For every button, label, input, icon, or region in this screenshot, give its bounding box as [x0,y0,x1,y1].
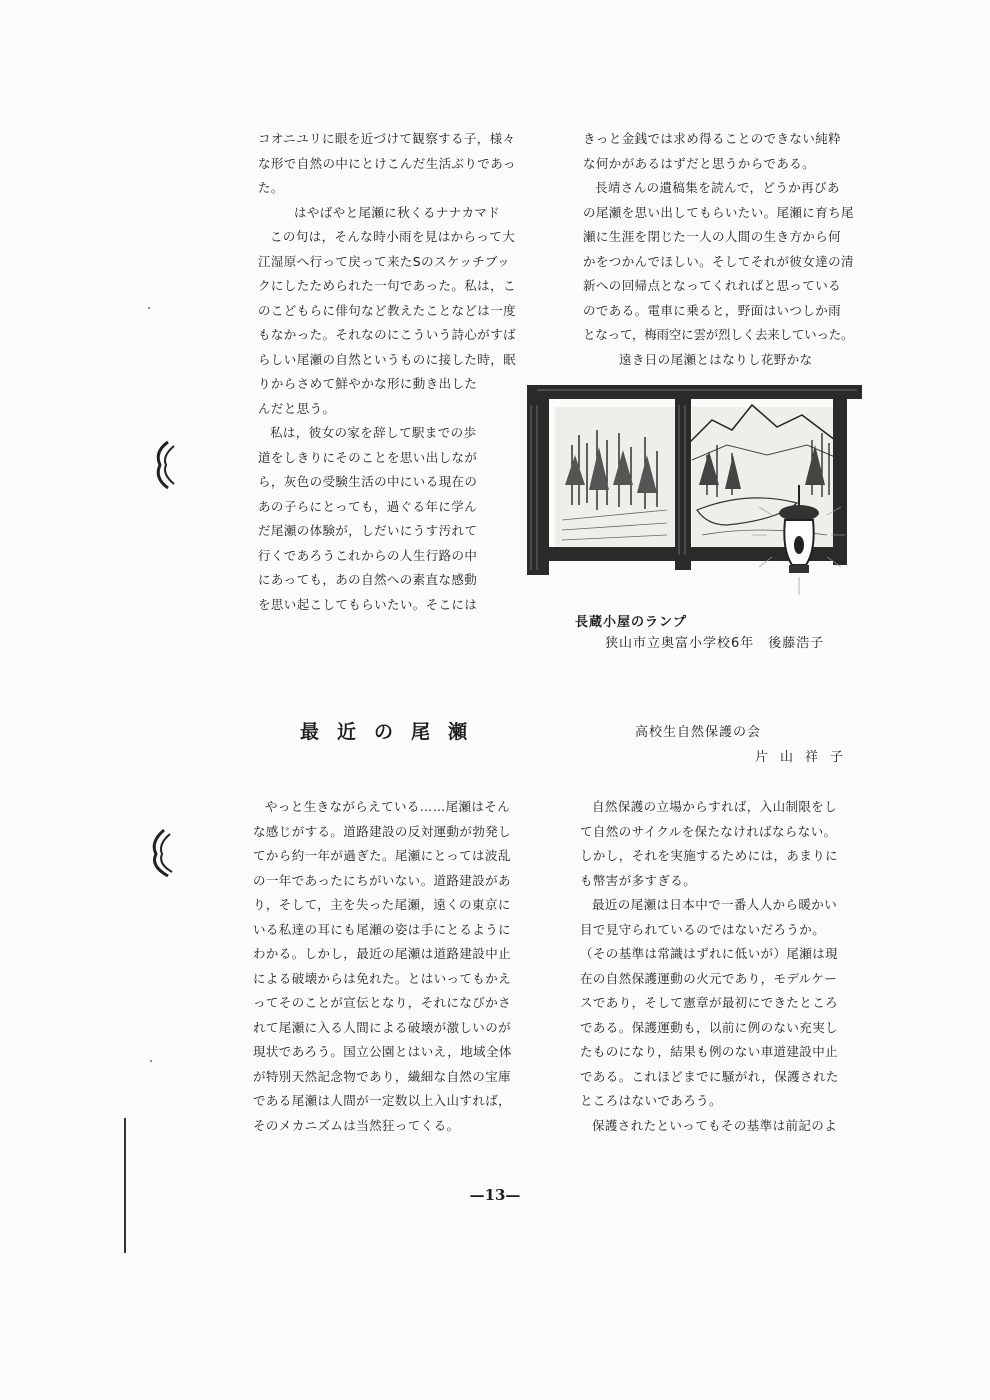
text-line: にあっても，あの自然への素直な感動 [258,572,478,587]
text-line: である。これほどまでに騒がれ，保護された [580,1068,839,1084]
text-line: コオニユリに眼を近づけて観察する子，様々 [258,131,516,146]
text-line: もなかった。それなのにこういう詩心がすば [258,327,517,342]
text-line: だ尾瀬の体験が，しだいにうす汚れて [258,523,478,538]
text-line: 長靖さんの遺稿集を読んで，どうか再びあ [595,180,840,195]
haiku-line: はやばやと尾瀬に秋くるナナカマド [294,204,501,220]
text-line: てから約一年が過ぎた。尾瀬にとっては波乱 [253,848,511,863]
frame-right [833,395,847,565]
article2-left-column [253,795,558,1138]
text-line: となって，梅雨空に雲が烈しく去来していった。 [583,327,854,342]
text-line: んだと思う。 [258,400,336,416]
text-line: り，そして，主を失った尾瀬，遠くの東京に [253,897,511,912]
text-line: やっと生きながらえている……尾瀬はそん [265,799,511,814]
binding-mark-icon [146,828,174,878]
text-line: 自然保護の立場からすれば，入山制限をし [592,799,838,814]
text-line: きっと金銭では求め得ることのできない純粋 [583,131,842,146]
text-line: な何かがあるはずだと思うからである。 [583,155,816,171]
frame-center [675,395,691,570]
article1-left-column [258,127,558,617]
scan-speck [148,307,150,309]
article1-right-column [583,127,883,372]
lamp-flame [794,536,804,554]
article2-right-column [580,795,885,1138]
text-line: ってそのことが宣伝となり，それになびかさ [253,995,512,1010]
haiku-line: 遠き日の尾瀬とはなりし花野かな [619,351,813,367]
text-line: らしい尾瀬の自然というものに接した時，眠 [258,351,517,367]
text-line: 江湿原へ行って戻って来たSのスケッチブッ [258,253,510,269]
lamp-shade [779,505,819,521]
text-line: である尾瀬は人間が一定数以上入山すれば， [253,1093,512,1108]
text-line: も幣害が多すぎる。 [580,872,697,888]
text-line: である。保護運動も，以前に例のない充実し [580,1019,839,1035]
text-line: 行くであろうこれからの人生行路の中 [258,547,478,563]
text-line: による破壊からは免れた。とはいってもかえ [253,970,512,986]
text-line: そのメカニズムは当然狂ってくる。 [253,1117,460,1133]
text-line: わかる。しかし，最近の尾瀬は道路建設中止 [253,946,512,961]
text-line: 最近の尾瀬は日本中で一番人人から暖かい [592,897,838,912]
text-line: スであり，そして憲章が最初にできたところ [580,995,839,1010]
text-line: いる私達の耳にも尾瀬の姿は手にとるように [253,921,512,937]
text-line: 現状であろう。国立公園とはいえ，地域全体 [253,1044,512,1059]
article2-title: 最近の尾瀬 [300,721,486,743]
text-line: クにしたためられた一句であった。私は，こ [258,278,516,293]
text-line: を思い起こしてもらいたい。そこには [258,596,478,612]
text-line: この句は，そんな時小雨を見はからって大 [270,229,516,244]
text-line: しかし，それを実施するためには，あまりに [580,848,839,863]
text-line: 新への回帰点となってくれればと思っている [583,278,842,293]
text-line: の尾瀬を思い出してもらいたい。尾瀬に育ち尾 [583,204,854,220]
text-line: のこどもらに俳句など教えたことなどは一度 [258,302,517,318]
text-line: 在の自然保護運動の火元であり，モデルケー [580,970,838,986]
frame-top [527,385,862,399]
illustration-caption [575,612,824,654]
text-line: 私は，彼女の家を辞して駅までの歩 [270,425,477,440]
text-line: 瀬に生涯を閉じた一人の人間の生き方から何 [583,229,842,244]
text-line: て自然のサイクルを保たなければならない。 [580,823,837,839]
text-line: な形で自然の中にとけこんだ生活ぶりであっ [258,155,516,171]
margin-line [124,1118,126,1253]
text-line: れて尾瀬に入る人間による破壊が激しいのが [253,1019,512,1035]
text-line: ところはないであろう。 [580,1093,722,1108]
text-line: の一年であったにちがいない。道路建設があ [253,872,511,888]
article2-author: 片山祥子 [755,750,856,765]
caption-credit: 狭山市立奥富小学校6年 後藤浩子 [605,636,825,651]
text-line: たものになり，結果も例のない車道建設中止 [580,1044,839,1059]
frame-left [527,385,549,575]
lodge-window-lamp-illustration [527,385,862,610]
text-line: 目で見守られているのではないだろうか。 [580,921,826,937]
scan-speck [150,1060,152,1062]
article2-organization: 高校生自然保護の会 [635,725,762,740]
binding-mark-icon [148,440,176,490]
text-line: た。 [258,180,284,195]
text-line: が特別天然記念物であり，繊細な自然の宝庫 [253,1068,512,1084]
text-line: かをつかんでほしい。そしてそれが彼女達の清 [583,253,854,269]
caption-title: 長蔵小屋のランプ [575,615,688,630]
text-line: な感じがする。道路建設の反対運動が勃発し [253,823,512,839]
text-line: 道をしきりにそのことを思い出しなが [258,449,478,465]
text-line: 保護されたといってもその基準は前記のよ [592,1117,838,1133]
text-line: あの子らにとっても，過ぐる年に学ん [258,498,478,514]
text-line: ら，灰色の受験生活の中にいる現在の [258,474,478,489]
text-line: （その基準は常識はずれに低いが）尾瀬は現 [580,946,839,961]
text-line: りからさめて鮮やかな形に動き出した [258,376,478,391]
page-number: —13— [469,1186,521,1204]
text-line: のである。電車に乗ると，野面はいつしか雨 [583,302,842,318]
